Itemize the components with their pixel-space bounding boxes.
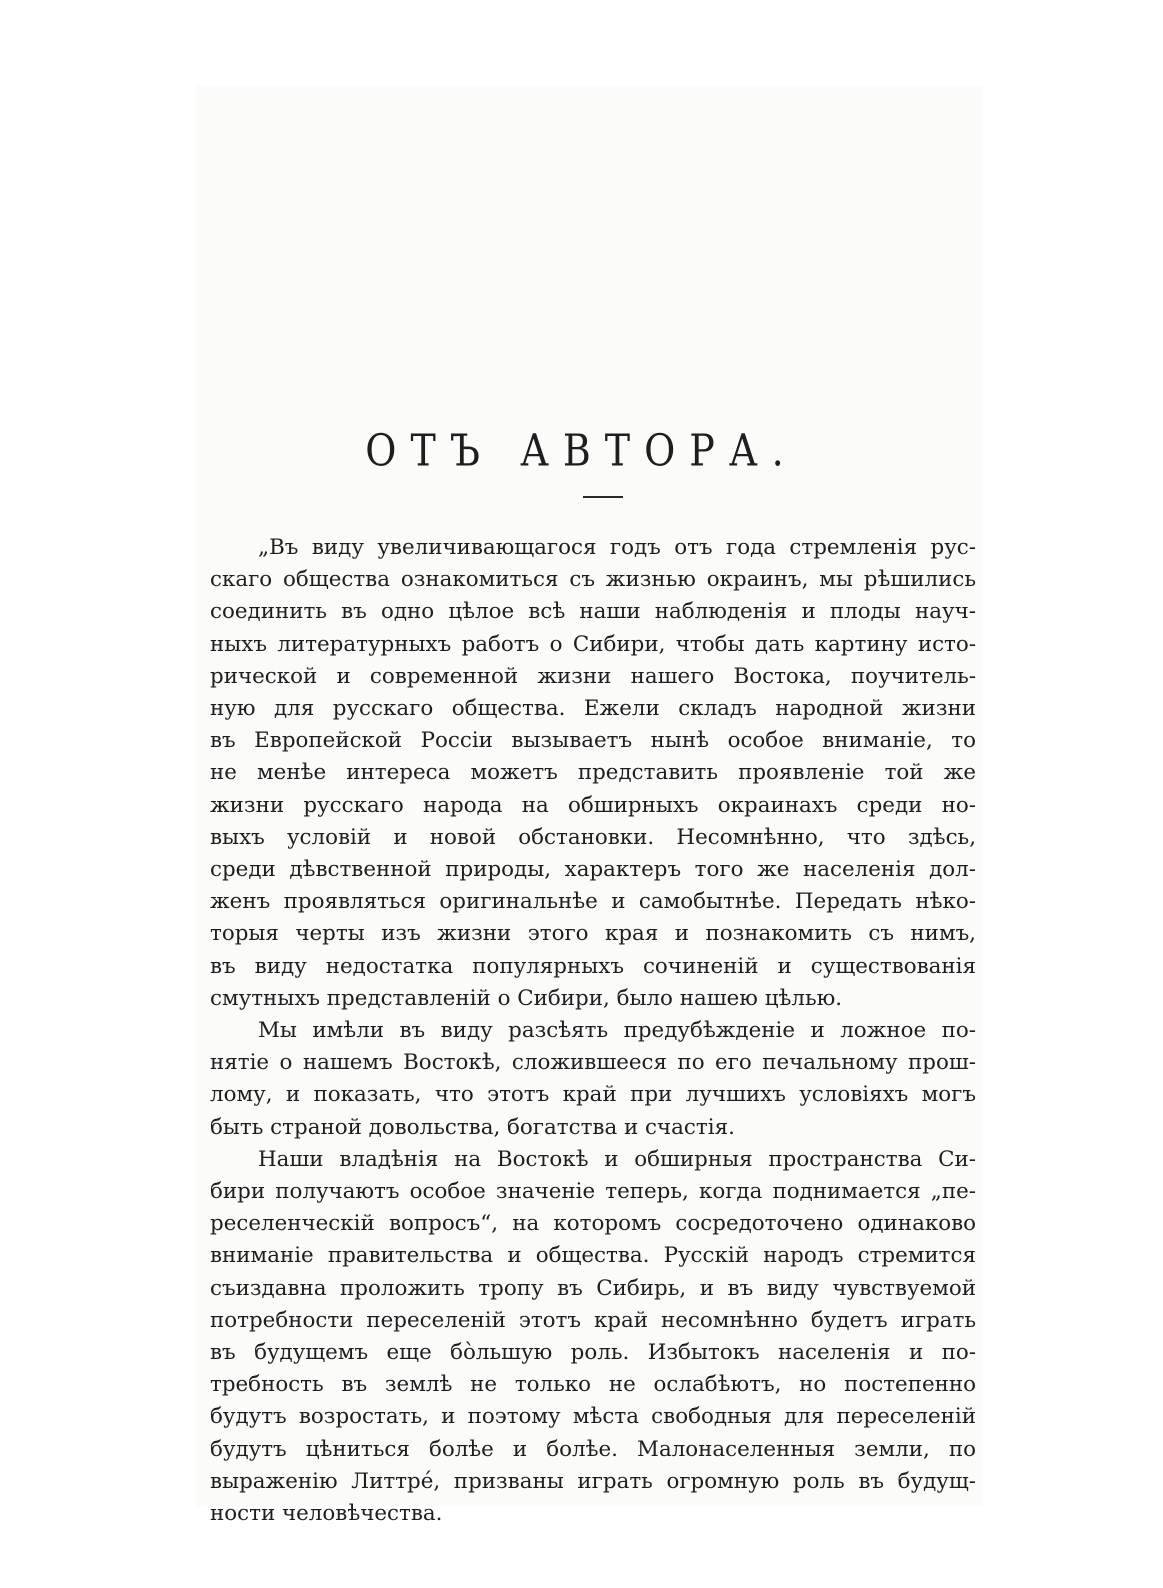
page-title: ОТЪ АВТОРА. [365,425,798,476]
text-line: выхъ условій и новой обстановки. Несомнѣнно, что здѣсь, [210,824,976,850]
text-line: нятіе о нашемъ Востокѣ, сложившееся по его печальному прош- [210,1050,976,1076]
text-line: торыя черты изъ жизни этого края и познакомить съ нимъ, [210,921,976,947]
text-line: въ Европейской Россіи вызываетъ нынѣ особое вниманіе, то [210,728,976,754]
text-line: среди дѣвственной природы, характеръ того же населенія дол- [210,857,976,883]
title-divider [583,496,623,498]
text-line: Наши владѣнія на Востокѣ и обширныя пространства Си- [258,1146,976,1172]
text-line: бири получаютъ особое значеніе теперь, когда поднимается „пе- [210,1179,976,1205]
text-line: вниманіе правительства и общества. Русскій народъ стремится [210,1243,976,1269]
text-line: съиздавна проложить тропу въ Сибирь, и въ виду чувствуемой [210,1275,976,1301]
body-text [210,532,976,1530]
text-line: смутныхъ представленій о Сибири, было нашею цѣлью. [210,985,843,1011]
text-line: Мы имѣли въ виду разсѣять предубѣжденіе и ложное по- [258,1018,976,1044]
text-line: не менѣе интереса можетъ представить проявленіе той же [210,760,976,786]
paragraph [210,532,976,1015]
text-line: лому, и показать, что этотъ край при лучшихъ условіяхъ могъ [210,1082,976,1108]
text-line: въ будущемъ еще бо̀льшую роль. Избытокъ населенія и по- [210,1340,976,1366]
text-line: потребности переселеній этотъ край несомнѣнно будетъ играть [210,1307,976,1333]
text-line: ную для русскаго общества. Ежели складъ народной жизни [210,696,976,722]
text-line: ности человѣчества. [210,1501,443,1527]
text-line: быть страной довольства, богатства и счастія. [210,1114,735,1140]
text-line: женъ проявляться оригинальнѣе и самобытнѣе. Передать нѣко- [210,889,976,915]
text-line: жизни русскаго народа на обширныхъ окраинахъ среди но- [210,792,976,818]
text-line: реселенческій вопросъ“, на которомъ сосредоточено одинаково [210,1211,976,1237]
paragraph [210,1144,976,1530]
text-line: въ виду недостатка популярныхъ сочиненій и существованія [210,953,976,979]
text-line: ныхъ литературныхъ работъ о Сибири, чтобы дать картину исто- [210,631,976,657]
text-line: будутъ цѣниться болѣе и болѣе. Малонаселенныя земли, по [210,1436,976,1462]
text-line: рической и современной жизни нашего Востока, поучитель- [210,663,976,689]
text-line: требность въ землѣ не только не ослабѣютъ, но постепенно [210,1372,976,1398]
text-line: соединить въ одно цѣлое всѣ наши наблюденія и плоды науч- [210,599,976,625]
text-line: будутъ возростать, и поэтому мѣста свободныя для переселеній [210,1404,976,1430]
paragraph [210,1015,976,1144]
text-line: выраженію Литтре́, призваны играть огромную роль въ будущ- [210,1468,976,1494]
text-line: „Въ виду увеличивающагося годъ отъ года стремленія рус- [258,535,976,560]
text-line: скаго общества ознакомиться съ жизнью окраинъ, мы рѣшились [210,567,976,593]
